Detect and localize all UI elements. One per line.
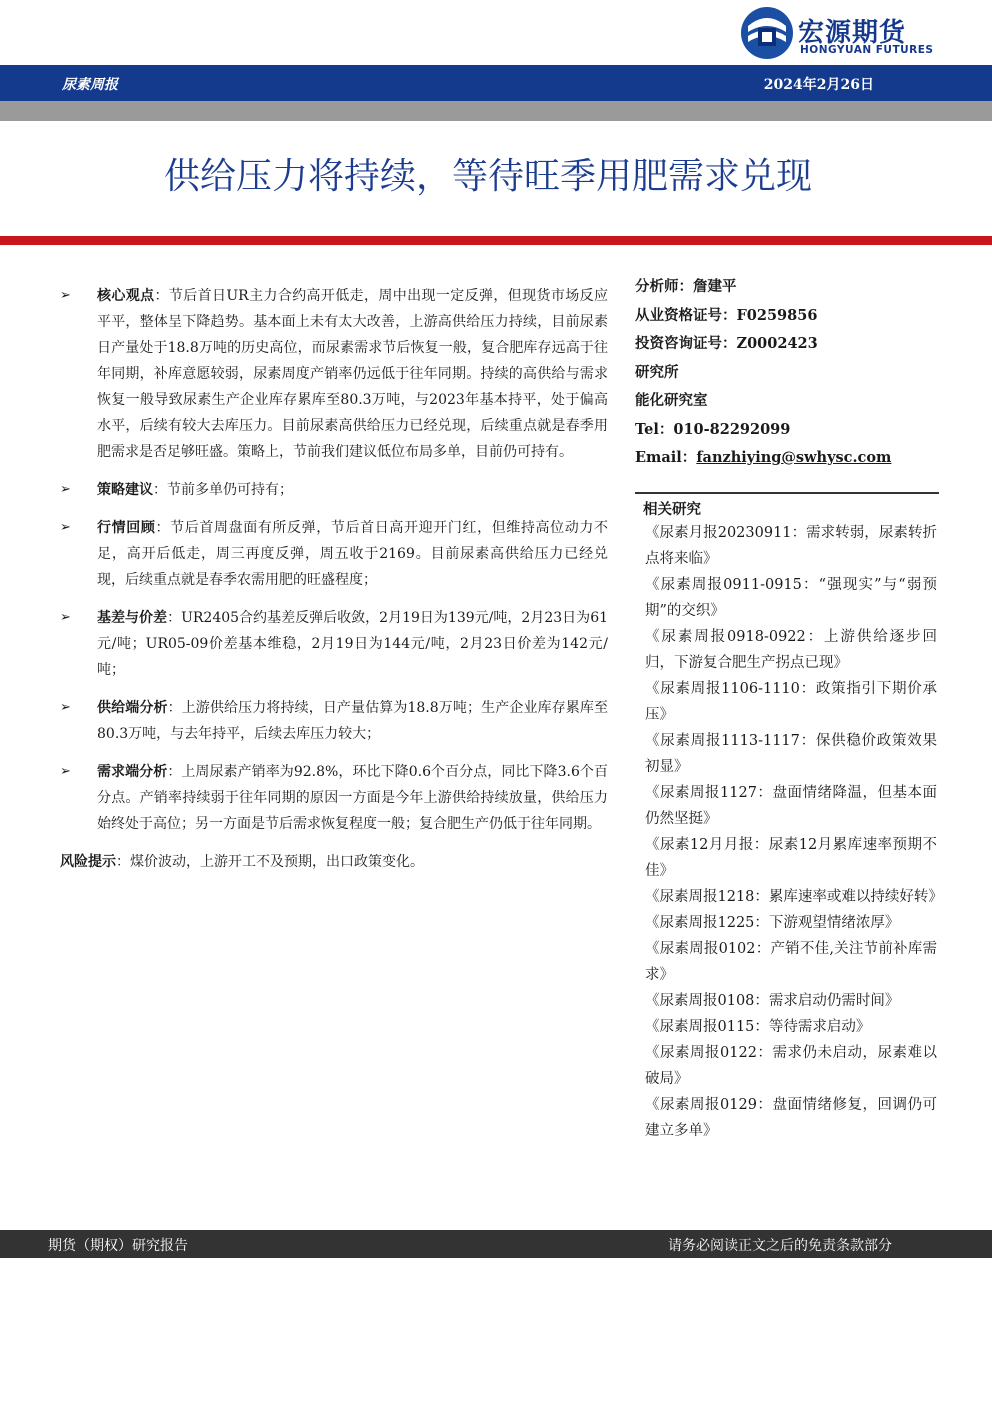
risk-text: ：煤价波动，上游开工不及预期，出口政策变化。 (116, 854, 424, 870)
footer-bar (0, 1230, 992, 1258)
related-report-link[interactable]: 《尿素周报1106-1110：政策指引下期价承压》 (645, 681, 937, 723)
risk-warning (60, 849, 608, 875)
section-core-view (60, 283, 608, 465)
analyst-info (635, 273, 939, 473)
section-market-review (60, 515, 608, 593)
analyst-email-line (635, 444, 939, 473)
bullet-arrow-icon: ➢ (60, 520, 71, 535)
bullet-arrow-icon: ➢ (60, 764, 71, 779)
section-supply (60, 695, 608, 747)
section-basis-spread (60, 605, 608, 683)
bullet-arrow-icon: ➢ (60, 288, 71, 303)
section-label: 供给端分析 (97, 700, 168, 716)
footer-disclaimer-note: 请务必阅读正文之后的免责条款部分 (668, 1238, 892, 1254)
bullet-arrow-icon: ➢ (60, 610, 71, 625)
section-text: ：节后首周盘面有所反弹，节后首日高开迎开门红，但维持高位动力不足，高开后低走，周三再度反弹，周五收于2169。目前尿素高供给压力已经兑现，后续重点就是春季农需用肥的旺盛程度； (97, 520, 609, 588)
related-report-link[interactable]: 《尿素周报1218：累库速率或难以持续好转》 (645, 889, 943, 905)
office-name: 能化研究室 (635, 392, 708, 409)
related-report-link[interactable]: 《尿素周报0108：需求启动仍需时间》 (645, 993, 900, 1009)
related-report-link[interactable]: 《尿素月报20230911：需求转弱，尿素转折点将来临》 (645, 525, 937, 567)
related-report-link[interactable]: 《尿素周报0115：等待需求启动》 (645, 1019, 871, 1035)
header-grey-divider (0, 101, 992, 121)
analyst-name: 分析师：詹建平 (635, 278, 737, 295)
related-report-link[interactable]: 《尿素周报1225：下游观望情绪浓厚》 (645, 915, 900, 931)
consulting-number: 投资咨询证号：Z0002423 (635, 335, 818, 352)
section-label: 基差与价差 (97, 610, 168, 626)
logo-english-name: HONGYUAN FUTURES (800, 44, 934, 56)
logo-chinese-name: 宏源期货 (798, 18, 907, 48)
main-content (60, 283, 608, 875)
section-label: 行情回顾 (97, 520, 156, 536)
report-type: 尿素周报 (62, 77, 118, 93)
email-link[interactable]: fanzhiying@swhysc.com (696, 449, 892, 466)
header-bar (0, 65, 992, 101)
related-report-link[interactable]: 《尿素周报0122：需求仍未启动，尿素难以破局》 (645, 1045, 937, 1087)
page-title: 供给压力将持续，等待旺季用肥需求兑现 (163, 156, 812, 197)
related-report-link[interactable]: 《尿素周报1127：盘面情绪降温，但基本面仍然坚挺》 (645, 785, 937, 827)
related-report-link[interactable]: 《尿素周报0911-0915：“强现实”与“弱预期”的交织》 (645, 577, 937, 619)
institute-name: 研究所 (635, 363, 679, 381)
email-label: Email： (635, 449, 697, 466)
analyst-tel: Tel：010-82292099 (635, 420, 791, 438)
section-label: 策略建议 (97, 482, 153, 498)
hongyuan-logo-icon (740, 6, 794, 60)
footer-report-category: 期货（期权）研究报告 (48, 1238, 188, 1254)
related-research-header (635, 492, 939, 522)
section-text: ：节前多单仍可持有； (153, 482, 293, 498)
section-text: ：UR2405合约基差反弹后收敛，2月19日为139元/吨，2月23日为61元/吨；UR05-09价差基本维稳，2月19日为144元/吨，2月23日价差为142元/吨； (97, 610, 609, 678)
section-demand (60, 759, 608, 837)
section-strategy (60, 477, 608, 503)
title-red-divider (0, 236, 992, 245)
report-date: 2024年2月26日 (763, 77, 874, 93)
related-report-link[interactable]: 《尿素12月月报：尿素12月累库速率预期不佳》 (645, 837, 937, 879)
qualification-number: 从业资格证号：F0259856 (635, 306, 818, 324)
section-text: ：上游供给压力将持续，日产量估算为18.8万吨；生产企业库存累库至80.3万吨，与去年持平，后续去库压力较大； (97, 700, 609, 742)
related-report-link[interactable]: 《尿素周报1113-1117：保供稳价政策效果初显》 (645, 733, 937, 775)
related-research-heading: 相关研究 (643, 501, 701, 518)
related-report-link[interactable]: 《尿素周报0102：产销不佳,关注节前补库需求》 (645, 941, 937, 983)
related-research-list (645, 520, 943, 1144)
section-label: 核心观点 (97, 288, 155, 304)
section-text: ：节后首日UR主力合约高开低走，周中出现一定反弹，但现货市场反应平平，整体呈下降趋势。基本面上未有太大改善，上游高供给压力持续，目前尿素日产量处于18.8万吨的历史高位，而尿素需求节后恢复一般，复合肥库存远高于往年同期，补库意愿较弱，尿素周度产销率仍远低于往年同期。持续的高供给与需求恢复一般导致尿素生产企业库存累库至80.3万吨，与2023年基本持平，处于偏高水平，后续有较大去库压力。目前尿素高供给压力已经兑现，后续重点就是春季用肥需求是否足够旺盛。策略上，节前我们建议低位布局多单，目前仍可持有。 (97, 288, 609, 460)
bullet-arrow-icon: ➢ (60, 700, 71, 715)
risk-label: 风险提示 (60, 854, 116, 870)
related-report-link[interactable]: 《尿素周报0129：盘面情绪修复，回调仍可建立多单》 (645, 1097, 937, 1139)
bullet-arrow-icon: ➢ (60, 482, 71, 497)
company-logo (740, 6, 940, 60)
related-report-link[interactable]: 《尿素周报0918-0922：上游供给逐步回归，下游复合肥生产拐点已现》 (645, 629, 937, 671)
section-text: ：上周尿素产销率为92.8%，环比下降0.6个百分点，同比下降3.6个百分点。产销率持续弱于往年同期的原因一方面是今年上游供给持续放量，供给压力始终处于高位；另一方面是节后需求恢复程度一般；复合肥生产仍低于往年同期。 (97, 764, 608, 832)
section-label: 需求端分析 (97, 764, 168, 780)
